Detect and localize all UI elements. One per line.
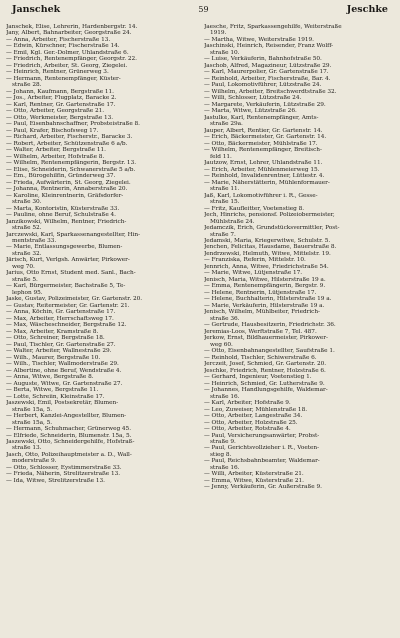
directory-entry: Jeschke, Friedrich, Rentner, Holzstraße 6. [204, 367, 326, 374]
directory-entry-continuation: straße 16. [210, 393, 240, 400]
directory-entry-continuation: 1919. [210, 30, 227, 37]
directory-entry: — Franziska, Referin, Mittelstr. 10. [204, 257, 306, 264]
directory-entry: — Elfriede, Schneiderin, Blumenstr. 15a, 5. [6, 432, 132, 439]
directory-entry-continuation: lephon 95. [12, 289, 43, 296]
directory-entry: — Otto, Bäckermeister, Mühlstraße 17. [204, 140, 318, 147]
left-column [6, 24, 196, 491]
directory-entry: — Paul, Tischler, Gr. Gartenstraße 27. [6, 341, 116, 348]
directory-entry: — Otto, Schlosser, Eystimmerstraße 33. [6, 464, 122, 471]
directory-entry: — Karoline, Kleinrentnerin, Gräfsdorfer- [6, 192, 124, 199]
directory-entry-continuation: straße 36. [210, 315, 240, 322]
directory-entry: — Karl, Arbeiter, Hofstraße 9. [204, 400, 291, 407]
directory-entry: — Margarete, Verkäuferin, Lützstraße 29. [204, 101, 326, 108]
directory-entry: — Robert, Arbeiter, Schützenstraße 6 a/b. [6, 140, 128, 147]
directory-entry: — Helene, Buchhalterin, Hilsterstraße 19 a. [204, 296, 332, 303]
directory-entry-continuation: weg 60. [210, 341, 233, 348]
directory-entry: Jarius, Otto Ernst, Student med. Sanl., Bach- [6, 270, 136, 277]
directory-entry: — Max, Arbeiter, Herrschaftsweg 17. [6, 315, 114, 322]
directory-entry: — Hermann, Rentenempfänger, Küster- [6, 75, 121, 82]
directory-entry-continuation: straße 15a, 5. [12, 419, 53, 426]
directory-entry: — Reinhold, Arbeiter, Fischerstraße, Bar. 4. [204, 75, 331, 82]
directory-entry: — Anna, Witwe, Bergstraße 8. [6, 374, 94, 381]
directory-entry: — Berta, Witwe, Bergstraße 11. [6, 387, 99, 394]
directory-entry: Jenchen, Felicitas, Hausdame, Bauerstraße 8. [204, 244, 337, 251]
directory-entry: — Otto, Arbeiter, Langestraße 34. [204, 413, 303, 420]
directory-entry: — Richard, Arbeiter, Fischerstr., Baracke 3. [6, 134, 133, 141]
directory-entry: — Wilhelm, Rentenempfängerin, Bergstr. 13. [6, 160, 137, 167]
directory-entry: — Auguste, Witwe, Gr. Gartenstraße 27. [6, 380, 123, 387]
directory-columns [6, 24, 394, 491]
directory-entry: — Erich, Arbeiter, Mühlenmeierweg 15. [204, 166, 320, 173]
directory-entry: — Herbert, Kanzlei-Angestellter, Blumen- [6, 413, 127, 420]
directory-entry: — Pauline, ohne Beruf, Schulstraße 4. [6, 212, 116, 219]
directory-entry: — Heinrich, Rentner, Grünerweg 3. [6, 69, 109, 76]
directory-entry: — Erich, Bäckermeister, Gr. Gartenstr. 14. [204, 134, 327, 141]
directory-entry: — Jenny, Verkäuferin, Gr. Außerstraße 9. [204, 484, 322, 491]
directory-entry: Jautzow, Ernst, Lehrer, Uhlandstraße 11. [204, 160, 323, 167]
directory-entry: — Em., Bürogehilfin, Gründerweg 37. [6, 173, 116, 180]
directory-entry: — Frieda, Näherin, Strelitzerstraße 13. [6, 471, 121, 478]
directory-entry: — Paul, Eisenbahnschaffner, Probsteistraße 8. [6, 121, 140, 128]
directory-entry: — Marie, Näherstätterin, Mühlenformauer- [204, 179, 330, 186]
directory-entry-continuation: straße 9. [210, 439, 236, 445]
directory-entry: — Marie, Entlassungsgewerbe, Blumen- [6, 244, 123, 251]
directory-entry: Jasch, Otto, Polizeihauptmeister a. D., Wall- [6, 451, 132, 458]
directory-entry: — Emil, Kgl. Ger.-Dolmer, Uhlandstraße 6. [6, 49, 129, 56]
directory-entry-continuation: weg 70. [12, 263, 35, 270]
directory-entry: — Anna, Köchin, Gr. Gartenstraße 17. [6, 309, 116, 316]
directory-entry-continuation: straße 29a. [210, 121, 243, 128]
directory-entry: — Karl, Bürgermeister, Bachstraße 5, Te- [6, 283, 126, 290]
directory-entry: — Gerhard, Ingenieur, Voetenstieg 1. [204, 374, 312, 381]
directory-entry: — Heinrich, Schmied, Gr. Lutherstraße 9. [204, 380, 325, 387]
directory-entry: Jaß, Karl, Lokomotivführer i. R., Gesse- [204, 192, 318, 199]
directory-entry: — Karl, Maurerpolier, Gr. Gartenstraße 17. [204, 69, 329, 76]
directory-entry: Jarczewski, Karl, Sparkassenangestellter, Hin- [6, 231, 141, 238]
directory-entry: — Marta, Kontoristin, Küsterstraße 33. [6, 205, 120, 212]
header-left-keyword: Janschek [12, 4, 61, 15]
directory-entry: — Willi, Arbeiter, Küsterstraße 21. [204, 471, 304, 478]
directory-entry: — Johannes, Handlungsgehilfe, Waldemar- [204, 387, 328, 394]
directory-entry: Jenisch, Maria, Witwe, Hilsterstraße 19 a. [204, 276, 326, 283]
directory-entry: Järisch, Kurt, Verlgsh. Anwärter, Pirkower- [6, 257, 130, 264]
directory-entry: — Gertrude, Hausbesitzerin, Friedrichstr. 36. [204, 322, 336, 329]
directory-entry: — Johann, Kaufmann, Bergstraße 11. [6, 88, 114, 95]
directory-entry: Jaszewski, Otto, Schneidergehilfe, Hofstraß- [6, 439, 135, 445]
directory-entry: Jech, Hinrichs, pensionsf. Polizeiobermeister, [204, 212, 335, 219]
directory-entry: Jedamczik, Erich, Grundstücksvermittler, Post- [204, 225, 340, 232]
page-number: 59 [198, 5, 209, 14]
directory-entry: — Friedrich, Arbeiter, St. Georg, Ziegelei. [6, 62, 128, 69]
directory-entry-continuation: straße 15a, 5. [12, 406, 53, 413]
directory-entry-continuation: straße 13. [12, 445, 42, 452]
directory-entry: — Luise, Verkäuferin, Bahnhofstraße 50. [204, 56, 322, 63]
directory-entry: — Max, Arbeiter, Kramstraße 8. [6, 328, 99, 335]
directory-entry: Jedamski, Maria, Kriegerwitwe, Schulstr. 5. [204, 237, 331, 244]
directory-entry: — Wilhelm, Rentenempfänger, Breitisch- [204, 147, 322, 154]
directory-entry: — Wilhelm, Arbeiter, Breitschwerdtstraße 32. [204, 88, 337, 95]
directory-entry-continuation: feld 11. [210, 153, 232, 160]
directory-entry: Jaesche, Fritz, Sparkassengehilfe, Weiterstraße [204, 24, 342, 30]
directory-entry: — Reinhold, Invalidenrentner, Lüttestr. 4. [204, 173, 325, 180]
directory-entry-continuation: straße 11. [210, 186, 240, 193]
directory-entry: — Wilh., Maurer, Bergstraße 10. [6, 354, 101, 361]
directory-entry-continuation: straße 16. [210, 464, 240, 471]
directory-entry: Jerczeit, Josef, Schmied, Gr. Gartenstr. 20. [204, 361, 327, 368]
directory-entry: — Karl, Rentner, Gr. Gartenstraße 17. [6, 101, 116, 108]
directory-entry: Jaschinski, Heinrich, Reisender, Franz Wolff- [204, 43, 334, 50]
directory-entry-continuation: straße 52. [12, 225, 42, 232]
directory-entry: — Paul, Reichsbahnbeamter, Waldemar- [204, 458, 320, 465]
directory-entry: — Johanna, Rentnerin, Annaberstraße 20. [6, 186, 128, 193]
directory-entry-continuation: mentstraße 33. [12, 237, 57, 244]
directory-entry: — Paul, Krafer, Bischofsweg 17. [6, 127, 99, 134]
directory-entry: — Otto, Schreiner, Bergstraße 18. [6, 335, 105, 342]
page-header [6, 4, 394, 24]
directory-entry: — Leo, Zuweiser, Mühlenstraße 18. [204, 406, 307, 413]
directory-entry: Jany, Albert, Bahnarbeiter, Georgstraße 24. [6, 30, 132, 37]
directory-entry: — Jos., Arbeiter, Flugplatz, Baracke 2. [6, 95, 117, 102]
directory-entry: Jeremias-Loos, Werftstraße 7, Tel. 487. [204, 328, 317, 335]
directory-entry: — Helene, Rentnerin, Lütjenstraße 17. [204, 289, 317, 296]
directory-entry: Jennrich, Anna, Witwe, Friedrichstraße 54. [204, 263, 329, 270]
directory-entry: — Otto, Arbeiter, Rotstraße 4. [204, 426, 291, 433]
directory-entry: — Paul, Gerichtsvollzieher i. R., Voeten- [204, 445, 319, 452]
directory-entry: — Walter, Arbeiter, Wallnestraße 29. [6, 348, 112, 355]
directory-entry-continuation: straße 30. [12, 199, 42, 206]
directory-entry: — Otto, Werkmeister, Bergstraße 13. [6, 114, 114, 121]
directory-entry: Jaske, Gustav, Polizeimeister, Gr. Gartenstr. 20. [6, 296, 143, 303]
directory-entry: — Marie, Witwe, Lütjenstraße 17. [204, 270, 303, 277]
directory-entry: — Reinhold, Tischler, Schiwerstraße 6. [204, 354, 317, 361]
directory-entry: Jauper, Albert, Rentier, Gr. Gartenstr. 14. [204, 127, 323, 134]
directory-entry: Jastulke, Karl, Rentenempfänger, Amts- [204, 114, 319, 121]
directory-entry: — Elise, Schneiderin, Schwanerstraße 5 a/b. [6, 166, 136, 173]
directory-entry-continuation: straße 10. [210, 49, 240, 56]
directory-entry: Jenisch, Wilhelm, Mühlbeiter, Friedrich- [204, 309, 320, 316]
directory-entry: — Marie, Verkäuferin, Hilsterstraße 19 a. [204, 302, 325, 309]
directory-entry: — Otto, Arbeiter, Holzstraße 25. [204, 419, 298, 426]
right-column [204, 24, 394, 491]
directory-entry: — Edwin, Kürschner, Fischerstraße 14. [6, 43, 120, 50]
directory-entry: — Emma, Witwe, Küsterstraße 21. [204, 477, 304, 484]
directory-entry: Jerkow, Ernst, Bildhauermeister, Pirkower- [204, 335, 328, 342]
directory-entry: — Max, Wäscheschneider, Bergstraße 12. [6, 322, 127, 329]
directory-entry-continuation: moderstraße 9. [12, 458, 57, 465]
directory-entry-continuation: straße 15. [210, 199, 240, 206]
directory-entry: — Wilhelm, Arbeiter, Hofstraße 8. [6, 153, 105, 160]
directory-entry: — Fritz, Kaufleitter, Voetenstieg 8. [204, 205, 305, 212]
directory-entry: — Walter, Arbeiter, Bergstraße 11. [6, 147, 106, 154]
directory-entry: — Albertine, ohne Beruf, Wendstraße 4. [6, 367, 122, 374]
directory-entry: Janzikowski, Wilhelm, Rentner, Friedrich- [6, 218, 127, 225]
directory-entry: — Hermann, Schuhmacher, Grünerweg 45. [6, 426, 131, 433]
directory-entry-continuation: stieg 8. [210, 451, 232, 458]
directory-entry: — Emma, Rentenempfängerin, Bergstr. 9. [204, 283, 326, 290]
directory-entry-continuation: straße 32. [12, 250, 42, 257]
directory-entry: — Paul, Lokomotivführer, Lützstraße 24. [204, 82, 322, 89]
directory-entry-continuation: Mühlstraße 24. [210, 218, 255, 225]
directory-entry: — Frieda, Aufwärterin, St. Georg, Ziegelei. [6, 179, 131, 186]
directory-entry: Jendrzewski, Helmuth, Witwe, Mittelstr. 19. [204, 250, 331, 257]
directory-entry: — Otto, Eisenbahnangestellter, Saufstraße 1. [204, 348, 335, 355]
header-right-keyword: Jeschke [346, 4, 388, 15]
directory-entry: Jaszewski, Emil, Postsekretär, Blumen- [6, 400, 119, 407]
directory-entry: — Wilh., Tischler, Wallmoderstraße 29. [6, 361, 119, 368]
directory-entry-continuation: straße 28. [12, 82, 42, 89]
directory-entry-continuation: straße 7. [210, 231, 236, 238]
directory-entry: — Anna, Arbeiter, Fischerstraße 13. [6, 36, 111, 43]
directory-entry: — Ida, Witwe, Strelitzerstraße 13. [6, 477, 105, 484]
directory-entry: — Paul, Versicherungsanwärter, Probst- [204, 432, 320, 439]
directory-entry: — Friedrich, Rentenempfänger, Georgstr. 22. [6, 56, 137, 63]
directory-entry: — Gustav, Reitermeister, Gr. Gartenstr. 21. [6, 302, 130, 309]
directory-entry: — Marta, Witwe, Lützstraße 26. [204, 108, 297, 115]
directory-entry-continuation: straße 5. [12, 276, 38, 283]
directory-entry: — Martha, Witwe, Weiterstraße 1919. [204, 36, 314, 43]
directory-entry: — Willi, Schlosser, Lützstraße 24. [204, 95, 302, 102]
directory-entry: — Lotte, Schreiin, Kleinstraße 17. [6, 393, 105, 400]
directory-entry: Jaschob, Alfred, Magazineur, Lützstraße 29. [204, 62, 332, 69]
directory-entry: — Otto, Arbeiter, Georgstraße 21. [6, 108, 105, 115]
directory-entry: Janschek, Elise, Lehrerin, Hardenbergstr. 14. [6, 24, 138, 30]
